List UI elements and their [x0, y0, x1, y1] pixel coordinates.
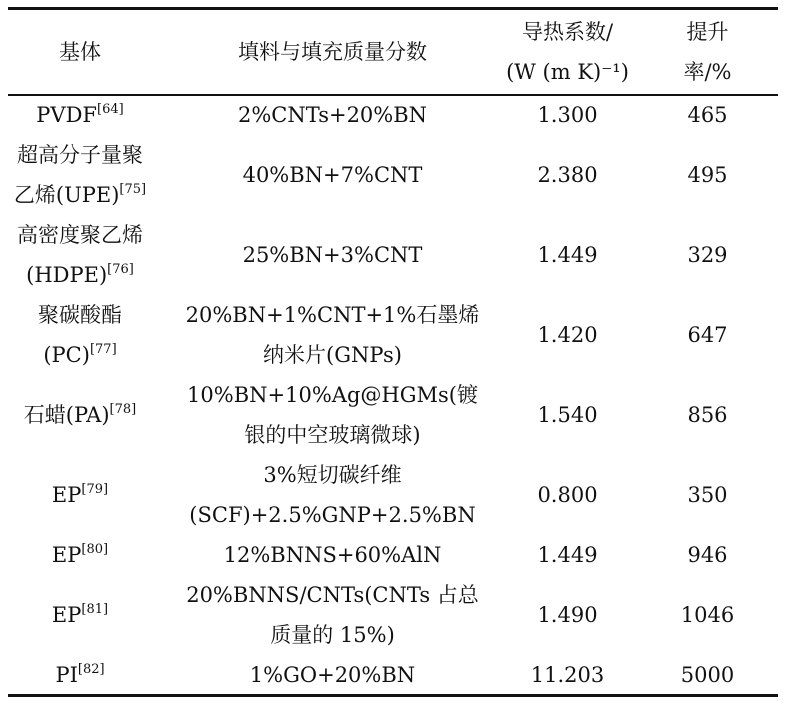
cell-matrix: [10, 95, 150, 135]
filler-line1: 2%CNTs+20%BN: [237, 103, 428, 127]
cell-improvement-rate: 647: [687, 323, 728, 347]
reference-marker: [80]: [81, 542, 109, 557]
cell-matrix: [10, 655, 150, 695]
reference-marker: [82]: [77, 662, 105, 677]
matrix-line1: [52, 475, 108, 515]
cell-improvement-rate: 856: [687, 403, 728, 427]
matrix-name: EP: [51, 483, 82, 507]
header-conductivity-line2: (W (m K)⁻¹): [506, 60, 629, 84]
cell-filler: [160, 95, 505, 135]
cell-filler: [160, 375, 505, 455]
header-improvement-line1: 提升: [686, 20, 729, 44]
cell-improvement-rate: 495: [687, 163, 728, 187]
header-conductivity: [505, 10, 630, 94]
cell-filler: [160, 455, 505, 535]
matrix-name: EP: [51, 543, 82, 567]
cell-conductivity: 1.449: [537, 543, 598, 567]
filler-line1: 10%BN+10%Ag@HGMs(镀: [187, 383, 478, 407]
cell-filler: [160, 135, 505, 215]
filler-line2: (SCF)+2.5%GNP+2.5%BN: [189, 503, 476, 527]
header-filler: [160, 10, 505, 94]
matrix-line2: [14, 175, 146, 215]
cell-matrix: [10, 215, 150, 295]
cell-matrix: [10, 535, 150, 575]
cell-conductivity: 1.490: [537, 603, 598, 627]
header-matrix-label: 基体: [59, 40, 101, 64]
matrix-name: (PC): [43, 343, 90, 367]
cell-matrix: [10, 375, 150, 455]
matrix-line2: [43, 335, 116, 375]
reference-marker: [77]: [89, 342, 117, 357]
filler-line1: 1%GO+20%BN: [249, 663, 416, 687]
filler-line1: 25%BN+3%CNT: [242, 243, 423, 267]
cell-matrix: [10, 135, 150, 215]
cell-filler: [160, 295, 505, 375]
cell-filler: [160, 215, 505, 295]
matrix-line1: [55, 655, 104, 695]
cell-conductivity: 1.420: [537, 323, 598, 347]
cell-conductivity: 1.300: [537, 103, 598, 127]
filler-line1: 20%BN+1%CNT+1%石墨烯: [185, 303, 480, 327]
filler-line1: 40%BN+7%CNT: [242, 163, 423, 187]
cell-filler: [160, 535, 505, 575]
table-bottom-rule: [8, 694, 778, 697]
matrix-line1: [36, 95, 123, 135]
reference-marker: [78]: [109, 402, 137, 417]
header-conductivity-line1: 导热系数/: [521, 20, 614, 44]
cell-filler: [160, 575, 505, 655]
matrix-line2: [26, 255, 134, 295]
cell-conductivity: 0.800: [537, 483, 598, 507]
header-matrix: [10, 10, 150, 94]
cell-improvement-rate: 350: [687, 483, 728, 507]
cell-matrix: [10, 295, 150, 375]
header-improvement-line2: 率/%: [683, 60, 732, 84]
filler-line1: 20%BNNS/CNTs(CNTs 占总: [186, 583, 479, 607]
matrix-line1: [24, 395, 136, 435]
reference-marker: [79]: [81, 482, 109, 497]
cell-improvement-rate: 465: [687, 103, 728, 127]
cell-improvement-rate: 946: [687, 543, 728, 567]
matrix-line1: 超高分子量聚: [17, 143, 143, 167]
matrix-name: PI: [55, 663, 78, 687]
cell-improvement-rate: 5000: [680, 663, 735, 687]
reference-marker: [81]: [81, 602, 109, 617]
filler-line1: 3%短切碳纤维: [263, 463, 402, 487]
reference-marker: [75]: [119, 182, 147, 197]
cell-conductivity: 2.380: [537, 163, 598, 187]
matrix-line1: [52, 595, 108, 635]
filler-line2: 纳米片(GNPs): [263, 343, 402, 367]
cell-filler: [160, 655, 505, 695]
header-filler-label: 填料与填充质量分数: [238, 40, 427, 64]
matrix-line1: 聚碳酸酯: [38, 303, 122, 327]
filler-line2: 银的中空玻璃微球): [244, 423, 421, 447]
filler-line1: 12%BNNS+60%AlN: [223, 543, 442, 567]
reference-marker: [76]: [107, 262, 134, 277]
header-improvement: [630, 10, 785, 94]
matrix-name: 石蜡(PA): [23, 403, 110, 427]
matrix-name: PVDF: [36, 103, 97, 127]
matrix-line1: [52, 535, 108, 575]
cell-conductivity: 1.449: [537, 243, 598, 267]
matrix-name: 乙烯(UPE): [13, 183, 120, 207]
cell-matrix: [10, 575, 150, 655]
matrix-name: (HDPE): [26, 263, 108, 287]
reference-marker: [64]: [97, 102, 124, 117]
cell-conductivity: 11.203: [530, 663, 605, 687]
matrix-line1: 高密度聚乙烯: [17, 223, 143, 247]
matrix-name: EP: [51, 603, 82, 627]
cell-improvement-rate: 329: [687, 243, 728, 267]
cell-matrix: [10, 455, 150, 535]
filler-line2: 质量的 15%): [270, 623, 395, 647]
cell-improvement-rate: 1046: [680, 603, 735, 627]
cell-conductivity: 1.540: [537, 403, 598, 427]
